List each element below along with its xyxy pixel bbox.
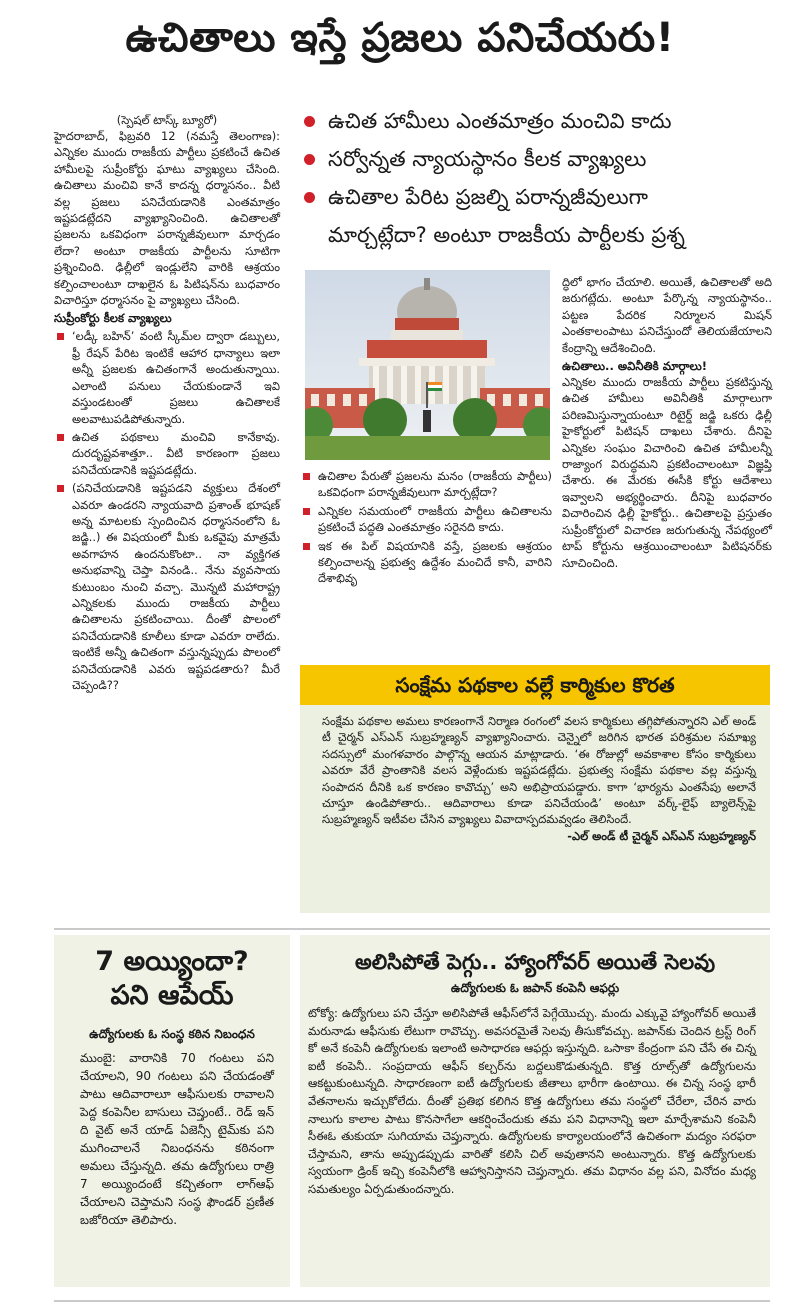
box-7pm-title-line1: 7 అయ్యిందా? — [95, 946, 249, 977]
key-point: ఉచిత హామీలు ఎంతమాత్రం మంచివి కాదు — [300, 102, 780, 140]
key-points — [300, 102, 780, 254]
japan-subhead: ఉద్యోగులకు ఓ జపాన్‌ కంపెనీ ఆఫర్లు — [450, 981, 620, 995]
list-item: ఉచితాల పేరుతో ప్రజలను మనం (రాజకీయ పార్టీలు) ఒకవిధంగా పరాన్నజీవులుగా మార్చట్లేదా? — [300, 468, 552, 501]
supreme-court-building-photo — [305, 270, 550, 460]
middle-column — [300, 466, 552, 587]
list-item: ఇక ఈ పిల్‌ విషయానికి వస్తే, ప్రజలకు ఆశ్రయం కల్పించాలన్న ప్రభుత్వ ఉద్దేశం మంచిదే కానీ, వారిని దేశాభివృ — [300, 538, 552, 587]
box-7pm-body: ముంబై: వారానికి 70 గంటలు పని చేయాలని, 90 గంటలు పని చేయడంతో పాటు ఆదివారాలూ ఆఫీసులకు రావాలని పెద్ద కంపెనీల బాసులు చెప్తుంటే.. రెడ్‌ ఇన్‌ ది వైట్‌ అనే యాడ్‌ ఏజెన్సీ టైమ్‌కు పని ముగించాలనే నిబంధనను కఠినంగా అమలు చేస్తున్నది. తమ ఉద్యోగులు రాత్రి 7 అయ్యిందంటే కచ్చితంగా లాగ్‌ఆఫ్‌ చేయాలని చెప్తామని సంస్థ ఫౌండర్‌ ప్రణీత బజోరియా తెలిపారు. — [80, 1051, 274, 1227]
right-column — [562, 274, 772, 571]
japan-body: టోక్యో: ఉద్యోగులు పని చేస్తూ అలిసిపోతే ఆఫీస్‌లోనే పెగ్గేయొచ్చు. మందు ఎక్కువై హ్యాంగోవర్‌ అయితే మరునాడు ఆఫీసుకు లేటుగా రావొచ్చు. అవసరమైతే సెలవు తీసుకోవచ్చు. జపాన్‌కు చెందిన ట్రస్ట్‌ రింగ్‌ కో అనే కంపెనీ ఉద్యోగులకు ఇలాంటి అసాధారణ ఆఫర్లు ఇస్తున్నది. ఒసాకా కేంద్రంగా పని చేసే ఈ చిన్న ఐటీ కంపెనీ.. సంప్రదాయ ఆఫీస్‌ కల్చర్‌ను బద్దలుకొడుతున్నది. కొత్త రూల్స్‌తో ఉద్యోగులను ఆకట్టుకుంటున్నది. సాధారణంగా ఐటీ ఉద్యోగులకు జీతాలు భారీగా ఉంటాయి. ఈ చిన్న సంస్థ భారీ వేతనాలను ఇచ్చుకోలేదు. దీంతో ప్రతిభ కలిగిన కొత్త ఉద్యోగులు తమ సంస్థలో చేరేలా, చేరిన వారు నాలుగు కాలాల పాటు కొనసాగేలా ఆకర్షించేందుకు తమ పని విధానాన్ని ఇలా మార్చేశామని కంపెనీ సీఈఓ తుకుయా సుగియామ చెప్తున్నారు. ఉద్యోగులకు కార్యాలయంలోనే ఉచితంగా మద్యం సరఫరా చేస్తామని, తాను అప్పుడప్పుడు వారితో కలిసి చిల్‌ అవుతానని అంటున్నారు. కొత్త ఉద్యోగులకు స్వయంగా డ్రింక్‌ ఇచ్చి కంపెనీలోకి ఆహ్వానిస్తానని చెప్తున్నారు. తమ విధానం వల్ల పని, వినోదం మధ్య సమతుల్యం ఏర్పడుతుందన్నారు. — [308, 1006, 756, 1196]
list-item: (పనిచేయడానికి ఇష్టపడని వ్యక్తులు దేశంలో ఎవరూ ఉండరని న్యాయవాది ప్రశాంత్‌ భూషణ్‌ అన్న మాటలకు స్పందించిన ధర్మాసనంలోని ఓ జడ్జి..) ఈ విషయంలో మీకు ఒకవైపు మాత్రమే అవగాహన ఉందనుకొంటా.. నా వ్యక్తిగత అనుభవాన్ని చెప్తా వినండి.. నేను వ్యవసాయ కుటుంబం నుంచి వచ్చా. మొన్నటి మహారాష్ట్ర ఎన్నికలకు ముందు రాజకీయ పార్టీలు ఉచితాలను ప్రకటించాయి. దీంతో పొలంలో పనిచేయడానికి కూలీలు కూడా ఎవరూ రాలేదు. ఇంటికే అన్నీ ఉచితంగా వస్తున్నప్పుడు పొలంలో పనిచేయడానికి ఎవరు ఇష్టపడతారు? మీరే చెప్పండి?? — [54, 480, 280, 693]
welfare-body: సంక్షేమ పథకాల అమలు కారణంగానే నిర్మాణ రంగంలో వలస కార్మికులు తగ్గిపోతున్నారని ఎల్‌ అండ్‌ టీ చైర్మన్‌ ఎస్‌ఎన్‌ సుబ్రహ్మణ్యన్‌ వ్యాఖ్యానించారు. చెన్నైలో జరిగిన భారత పరిశ్రమల సమాఖ్య సదస్సులో మంగళవారం పాల్గొన్న ఆయన మాట్లాడారు. ‘ఈ రోజుల్లో అవకాశాల కోసం కార్మికులు ఎవరూ వేరే ప్రాంతానికి వలస వెళ్లేందుకు ఇష్టపడట్లేదు. ప్రభుత్వ సంక్షేమ పథకాల వల్ల వస్తున్న సంపాదన దీనికి ఒక కారణం కావొచ్చు’ అని అభిప్రాయపడ్డారు. కాగా ‘భార్యను ఎంతసేపు అలానే చూస్తూ ఉండిపోతారు.. ఆదివారాలు కూడా పనిచేయండి’ అంటూ వర్క్‌-లైఫ్‌ బ్యాలెన్స్‌పై సుబ్రహ్మణ్యన్‌ ఇటీవల చేసిన వ్యాఖ్యలు వివాదాస్పదమవ్వడం తెలిసిందే. — [322, 714, 756, 827]
list-item: ‘లడ్కీ బహిన్‌’ వంటి స్కీమ్‌ల ద్వారా డబ్బులు, ఫ్రీ రేషన్‌ పేరిట ఇంటికే ఆహార ధాన్యాలు ఇలా అన్నీ ప్రజలకు ఉచితంగానే అందుతున్నాయి. ఎలాంటి పనులు చేయకుండానే ఇవి వస్తుండటంతో ప్రజలు ఉచితాలకే అలవాటుపడిపోతున్నారు. — [54, 328, 280, 426]
list-item: ఎన్నికల సమయంలో రాజకీయ పార్టీలు ఉచితాలను ప్రకటించే పద్ధతి ఎంతమాత్రం సరైనది కాదు. — [300, 503, 552, 536]
welfare-box — [300, 705, 770, 913]
intro-paragraph: హైదరాబాద్‌, ఫిబ్రవరి 12 (నమస్తే తెలంగాణ): ఎన్నికల ముందు రాజకీయ పార్టీలు ప్రకటించే ఉచిత హామీలపై సుప్రీంకోర్టు ఘాటు వ్యాఖ్యలు చేసింది. ఉచితాలు మంచివి కానే కాదన్న ధర్మాసనం.. వీటి వల్ల ప్రజలు పనిచేయడానికి ఎంతమాత్రం ఇష్టపడట్లేదని వ్యాఖ్యానించింది. ఉచితాలతో ప్రజలను ఒకవిధంగా పరాన్నజీవులుగా మార్చడం లేదా? అంటూ రాజకీయ పార్టీలను సూటిగా ప్రశ్నించింది. ఢిల్లీలో ఇండ్లులేని వారికి ఆశ్రయం కల్పించాలంటూ దాఖలైన ఓ పిటిషన్‌ను బుధవారం విచారిస్తూ ధర్మాసనం పై వ్యాఖ్యలు చేసింది. — [54, 129, 280, 308]
right-subhead: ఉచితాలు.. అవినీతికి మార్గాలు! — [562, 359, 708, 374]
left-column — [54, 112, 280, 693]
headline: ఉచితాలు ఇస్తే ప్రజలు పనిచేయరు! — [125, 15, 675, 61]
bureau-credit: (స్పెషల్‌ టాస్క్‌ బ్యూరో) — [116, 113, 218, 127]
right-paragraph: ద్ధిలో భాగం చేయాలి. అయితే, ఉచితాలతో అది జరుగట్లేదు. అంటూ పేర్కొన్న న్యాయస్థానం.. పట్టణ పేదరిక నిర్మూలన మిషన్‌ ఎంతకాలంపాటు పనిచేస్తుందో తెలియజేయాలని కేంద్రాన్ని ఆదేశించింది. — [562, 275, 772, 355]
left-subhead: సుప్రీంకోర్టు కీలక వ్యాఖ్యలు — [54, 311, 172, 326]
key-point: సర్వోన్నత న్యాయస్థానం కీలక వ్యాఖ్యలు — [300, 140, 780, 178]
key-point-continuation: మార్చట్లేదా? అంటూ రాజకీయ పార్టీలకు ప్రశ్న — [328, 223, 685, 247]
right-paragraph-2: ఎన్నికల ముందు రాజకీయ పార్టీలు ప్రకటిస్తున్న ఉచిత హామీలు అవినీతికి మార్గాలుగా పరిణమిస్తున్నాయంటూ రిటైర్డ్‌ జడ్జి ఒకరు ఢిల్లీ హైకోర్టులో పిటిషన్‌ దాఖలు చేశారు. దీనిపై ఎన్నికల సంఘం విచారించి ఉచిత హామీలన్నీ రాజ్యాంగ విరుద్ధమని ప్రకటించాలంటూ విజ్ఞప్తి చేశారు. ఈ మేరకు ఈసీకి కోర్టు ఆదేశాలు ఇవ్వాలని అభ్యర్థించారు. దీనిపై బుధవారం విచారించిన ఢిల్లీ హైకోర్టు.. ఉచితాలపై ప్రస్తుతం సుప్రీంకోర్టులో విచారణ జరుగుతున్న నేపథ్యంలో టాప్‌ కోర్టును ఆశ్రయించాలంటూ పిటిషనర్‌కు సూచించింది. — [562, 375, 772, 570]
japan-title: అలిసిపోతే పెగ్గు.. హ్యాంగోవర్‌ అయితే సెలవు — [354, 950, 716, 974]
box-7pm-title-line2: పని ఆపేయ్‌ — [110, 980, 234, 1011]
welfare-title-band: సంక్షేమ పథకాల వల్లే కార్మికుల కొరత — [300, 665, 770, 705]
building-illustration — [305, 270, 550, 460]
key-point: ఉచితాల పేరిట ప్రజల్ని పరాన్నజీవులుగా — [300, 178, 780, 216]
page-bottom-rule — [54, 1300, 770, 1302]
left-bullet-list — [54, 328, 280, 693]
list-item: ఉచిత పథకాలు మంచివి కానేకావు. దురదృష్టవశాత్తూ.. వీటి కారణంగా ప్రజలు పనిచేయడానికి ఇష్టపడట్లేదు. — [54, 429, 280, 478]
box-7pm-subhead: ఉద్యోగులకు ఓ సంస్థ కఠిన నిబంధన — [89, 1027, 255, 1041]
section-divider — [54, 928, 770, 930]
box-7pm — [54, 935, 290, 1287]
welfare-credit: -ఎల్‌ అండ్‌ టీ చైర్మన్‌ ఎస్‌ఎన్‌ సుబ్రహ్మణ్యన్‌ — [567, 828, 756, 843]
japan-article — [300, 935, 770, 1287]
